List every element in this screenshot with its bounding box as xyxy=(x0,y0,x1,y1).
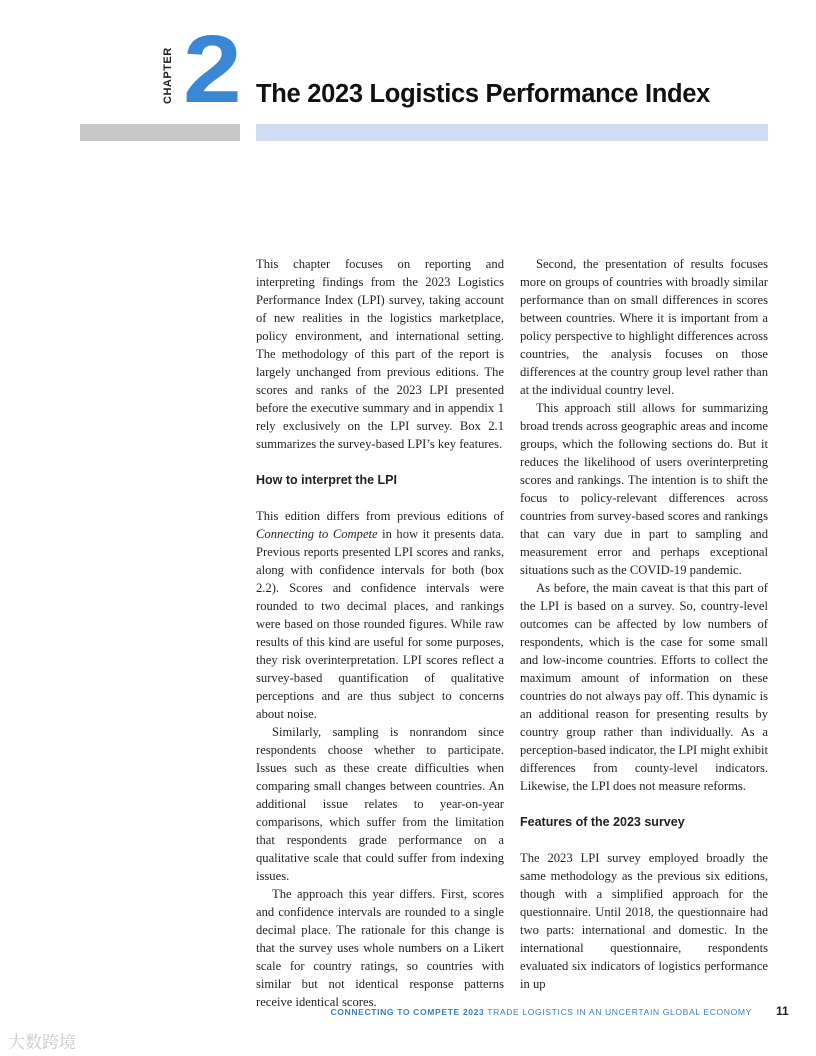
header-bar-gray xyxy=(80,124,240,141)
section-heading: How to interpret the LPI xyxy=(256,473,397,487)
paragraph: Second, the presentation of results focuses more on groups of countries with broadly similar performance than on small differences in scores between countries. Where it is important from a policy perspective to highlight differences across countries, the analysis focuses on those differences at the country group level rather than at the individual country level. xyxy=(520,257,768,397)
page-number: 11 xyxy=(776,1004,789,1018)
paragraph: Similarly, sampling is nonrandom since respondents choose whether to participate. Issues such as these create difficulties when comparing small changes between countries. An additional issue relates to year-on-year comparisons, which suffer from the limitation that respondents grade performance on a qualitative scale that could suffer from indexing issues. xyxy=(256,725,504,883)
paragraph: As before, the main caveat is that this part of the LPI is based on a survey. So, country-level outcomes can be affected by low numbers of respondents, which is the case for some small and low-income countries. Efforts to collect the maximum amount of information on these countries do not always pay off. This dynamic is an additional reason for presenting results by country group rather than individually. As a perception-based indicator, the LPI might exhibit differences from county-level indicators. Likewise, the LPI does not measure reforms. xyxy=(520,581,768,793)
text: This edition differs from previous editions of xyxy=(256,509,504,523)
running-footer xyxy=(330,1007,752,1017)
paragraph xyxy=(256,507,504,723)
paragraph: The approach this year differs. First, scores and confidence intervals are rounded to a single decimal place. The rationale for this change is that the survey uses whole numbers on a Likert scale for country ratings, so countries with similar but not identical response patterns receive identical scores. xyxy=(256,887,504,1009)
chapter-number: 2 xyxy=(183,16,242,123)
text-column-left xyxy=(256,255,504,1011)
chapter-label: CHAPTER xyxy=(162,47,174,104)
page-title: The 2023 Logistics Performance Index xyxy=(256,80,711,108)
footer-subtitle: TRADE LOGISTICS IN AN UNCERTAIN GLOBAL ECONOMY xyxy=(484,1007,752,1017)
header-bar-blue xyxy=(256,124,768,141)
paragraph: This chapter focuses on reporting and interpreting findings from the 2023 Logistics Performance Index (LPI) survey, taking account of new realities in the logistics marketplace, policy environment, and international setting. The methodology of this part of the report is largely unchanged from previous editions. The scores and ranks of the 2023 LPI presented before the executive summary and in appendix 1 rely exclusively on the LPI survey. Box 2.1 summarizes the survey-based LPI’s key features. xyxy=(256,257,504,451)
watermark-logo: 大数跨境 xyxy=(8,1033,76,1053)
paragraph: The 2023 LPI survey employed broadly the same methodology as the previous six editions, though with a simplified approach for the questionnaire. Until 2018, the questionnaire had two parts: international and domestic. In the international questionnaire, respondents evaluated six indicators of logistics performance in up xyxy=(520,851,768,991)
section-heading: Features of the 2023 survey xyxy=(520,815,685,829)
publication-title: Connecting to Compete xyxy=(256,527,378,541)
text: in how it presents data. Previous reports presented LPI scores and ranks, along with confidence intervals for both (box 2.2). Scores and confidence intervals were rounded to two decimal places, and rankings were based on those rounded figures. While raw results of this kind are useful for some purposes, they risk overinterpretation. LPI scores reflect a survey-based quantification of qualitative perceptions and are thus subject to concerns about noise. xyxy=(256,527,504,721)
text-column-right xyxy=(520,255,768,993)
footer-series-title: CONNECTING TO COMPETE 2023 xyxy=(330,1007,485,1017)
paragraph: This approach still allows for summarizing broad trends across geographic areas and income groups, which the following sections do. But it reduces the likelihood of users overinterpreting scores and rankings. The intention is to shift the focus to policy-relevant differences across countries from survey-based scores and rankings that can vary due in part to sampling and measurement error and perhaps exceptional situations such as the COVID-19 pandemic. xyxy=(520,401,768,577)
